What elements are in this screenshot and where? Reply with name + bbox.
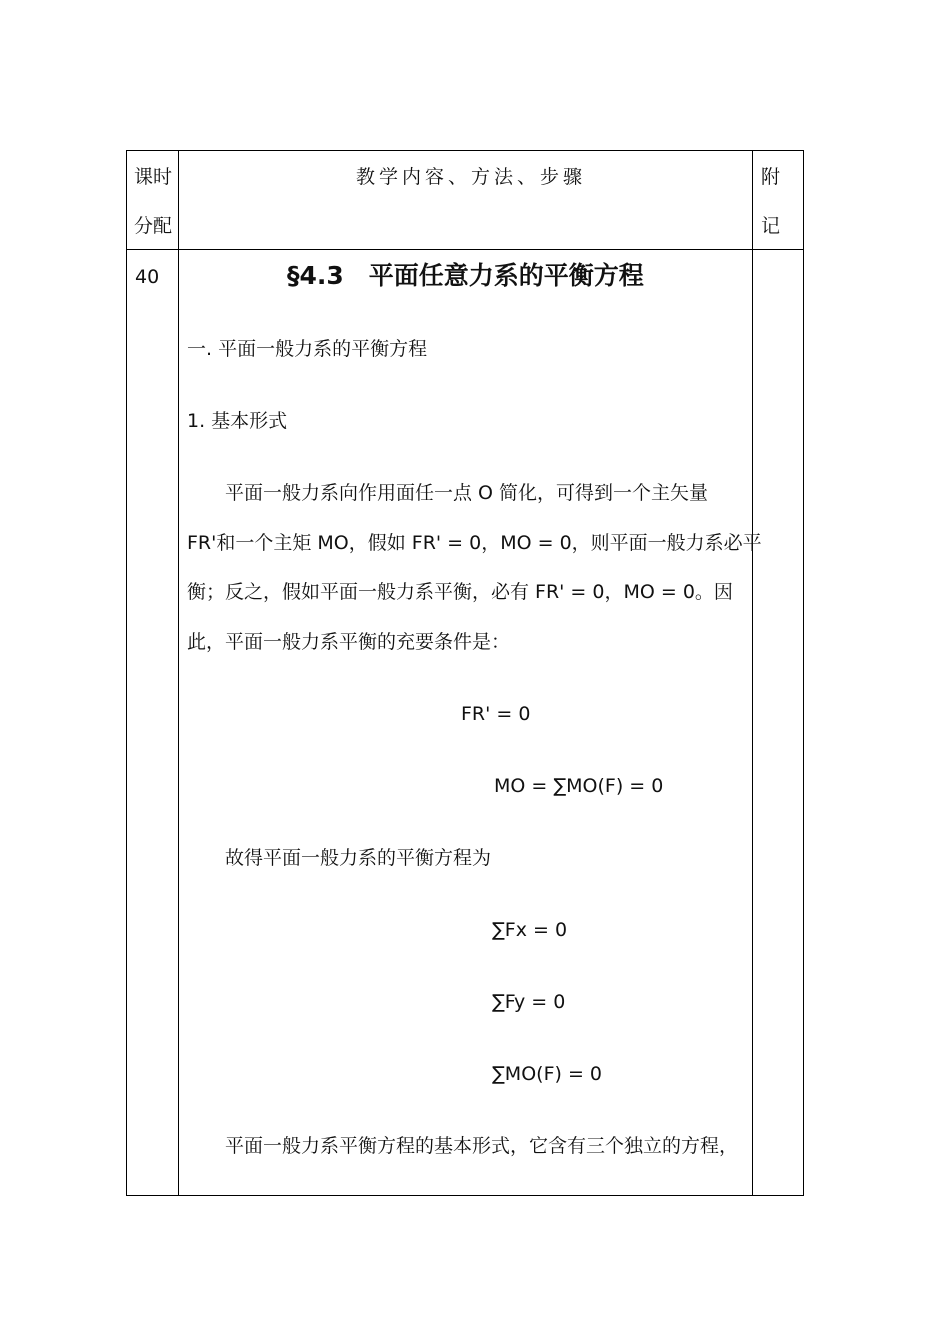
header-hours-label-line1: 课时: [134, 166, 173, 188]
paragraph-1-line-3: 衡；反之，假如平面一般力系平衡，必有 FR' = 0，MO = 0。因: [187, 581, 733, 603]
paragraph-1-line-4: 此，平面一般力系平衡的充要条件是：: [187, 631, 511, 653]
equation-main-vector: FR' = 0: [461, 703, 531, 725]
paragraph-3: 平面一般力系平衡方程的基本形式，它含有三个独立的方程，: [225, 1135, 739, 1157]
header-notes-label-line2: 记: [761, 215, 781, 237]
header-notes-label-line1: 附: [761, 166, 781, 188]
equation-main-moment: MO = ∑MO(F) = 0: [494, 775, 664, 797]
equation-sum-fx: ∑Fx = 0: [492, 919, 568, 941]
hours-value: 40: [135, 266, 160, 288]
equation-sum-fy: ∑Fy = 0: [492, 991, 566, 1013]
heading-basic-form: 1. 基本形式: [187, 410, 288, 432]
paragraph-1-line-2: FR'和一个主矩 MO，假如 FR' = 0，MO = 0，则平面一般力系必平: [187, 532, 762, 554]
equation-sum-moment: ∑MO(F) = 0: [492, 1063, 602, 1085]
column-divider-1: [178, 151, 179, 1195]
header-hours-label-line2: 分配: [134, 215, 173, 237]
header-content-label: 教学内容、方法、步骤: [356, 166, 587, 188]
paragraph-2: 故得平面一般力系的平衡方程为: [225, 847, 492, 869]
header-row-divider: [127, 249, 803, 250]
heading-equilibrium-equations: 一. 平面一般力系的平衡方程: [187, 338, 428, 360]
paragraph-1-line-1: 平面一般力系向作用面任一点 O 简化，可得到一个主矢量: [225, 482, 709, 504]
section-title: §4.3 平面任意力系的平衡方程: [287, 261, 644, 290]
column-divider-2: [752, 151, 753, 1195]
lesson-plan-table: [126, 150, 804, 1196]
